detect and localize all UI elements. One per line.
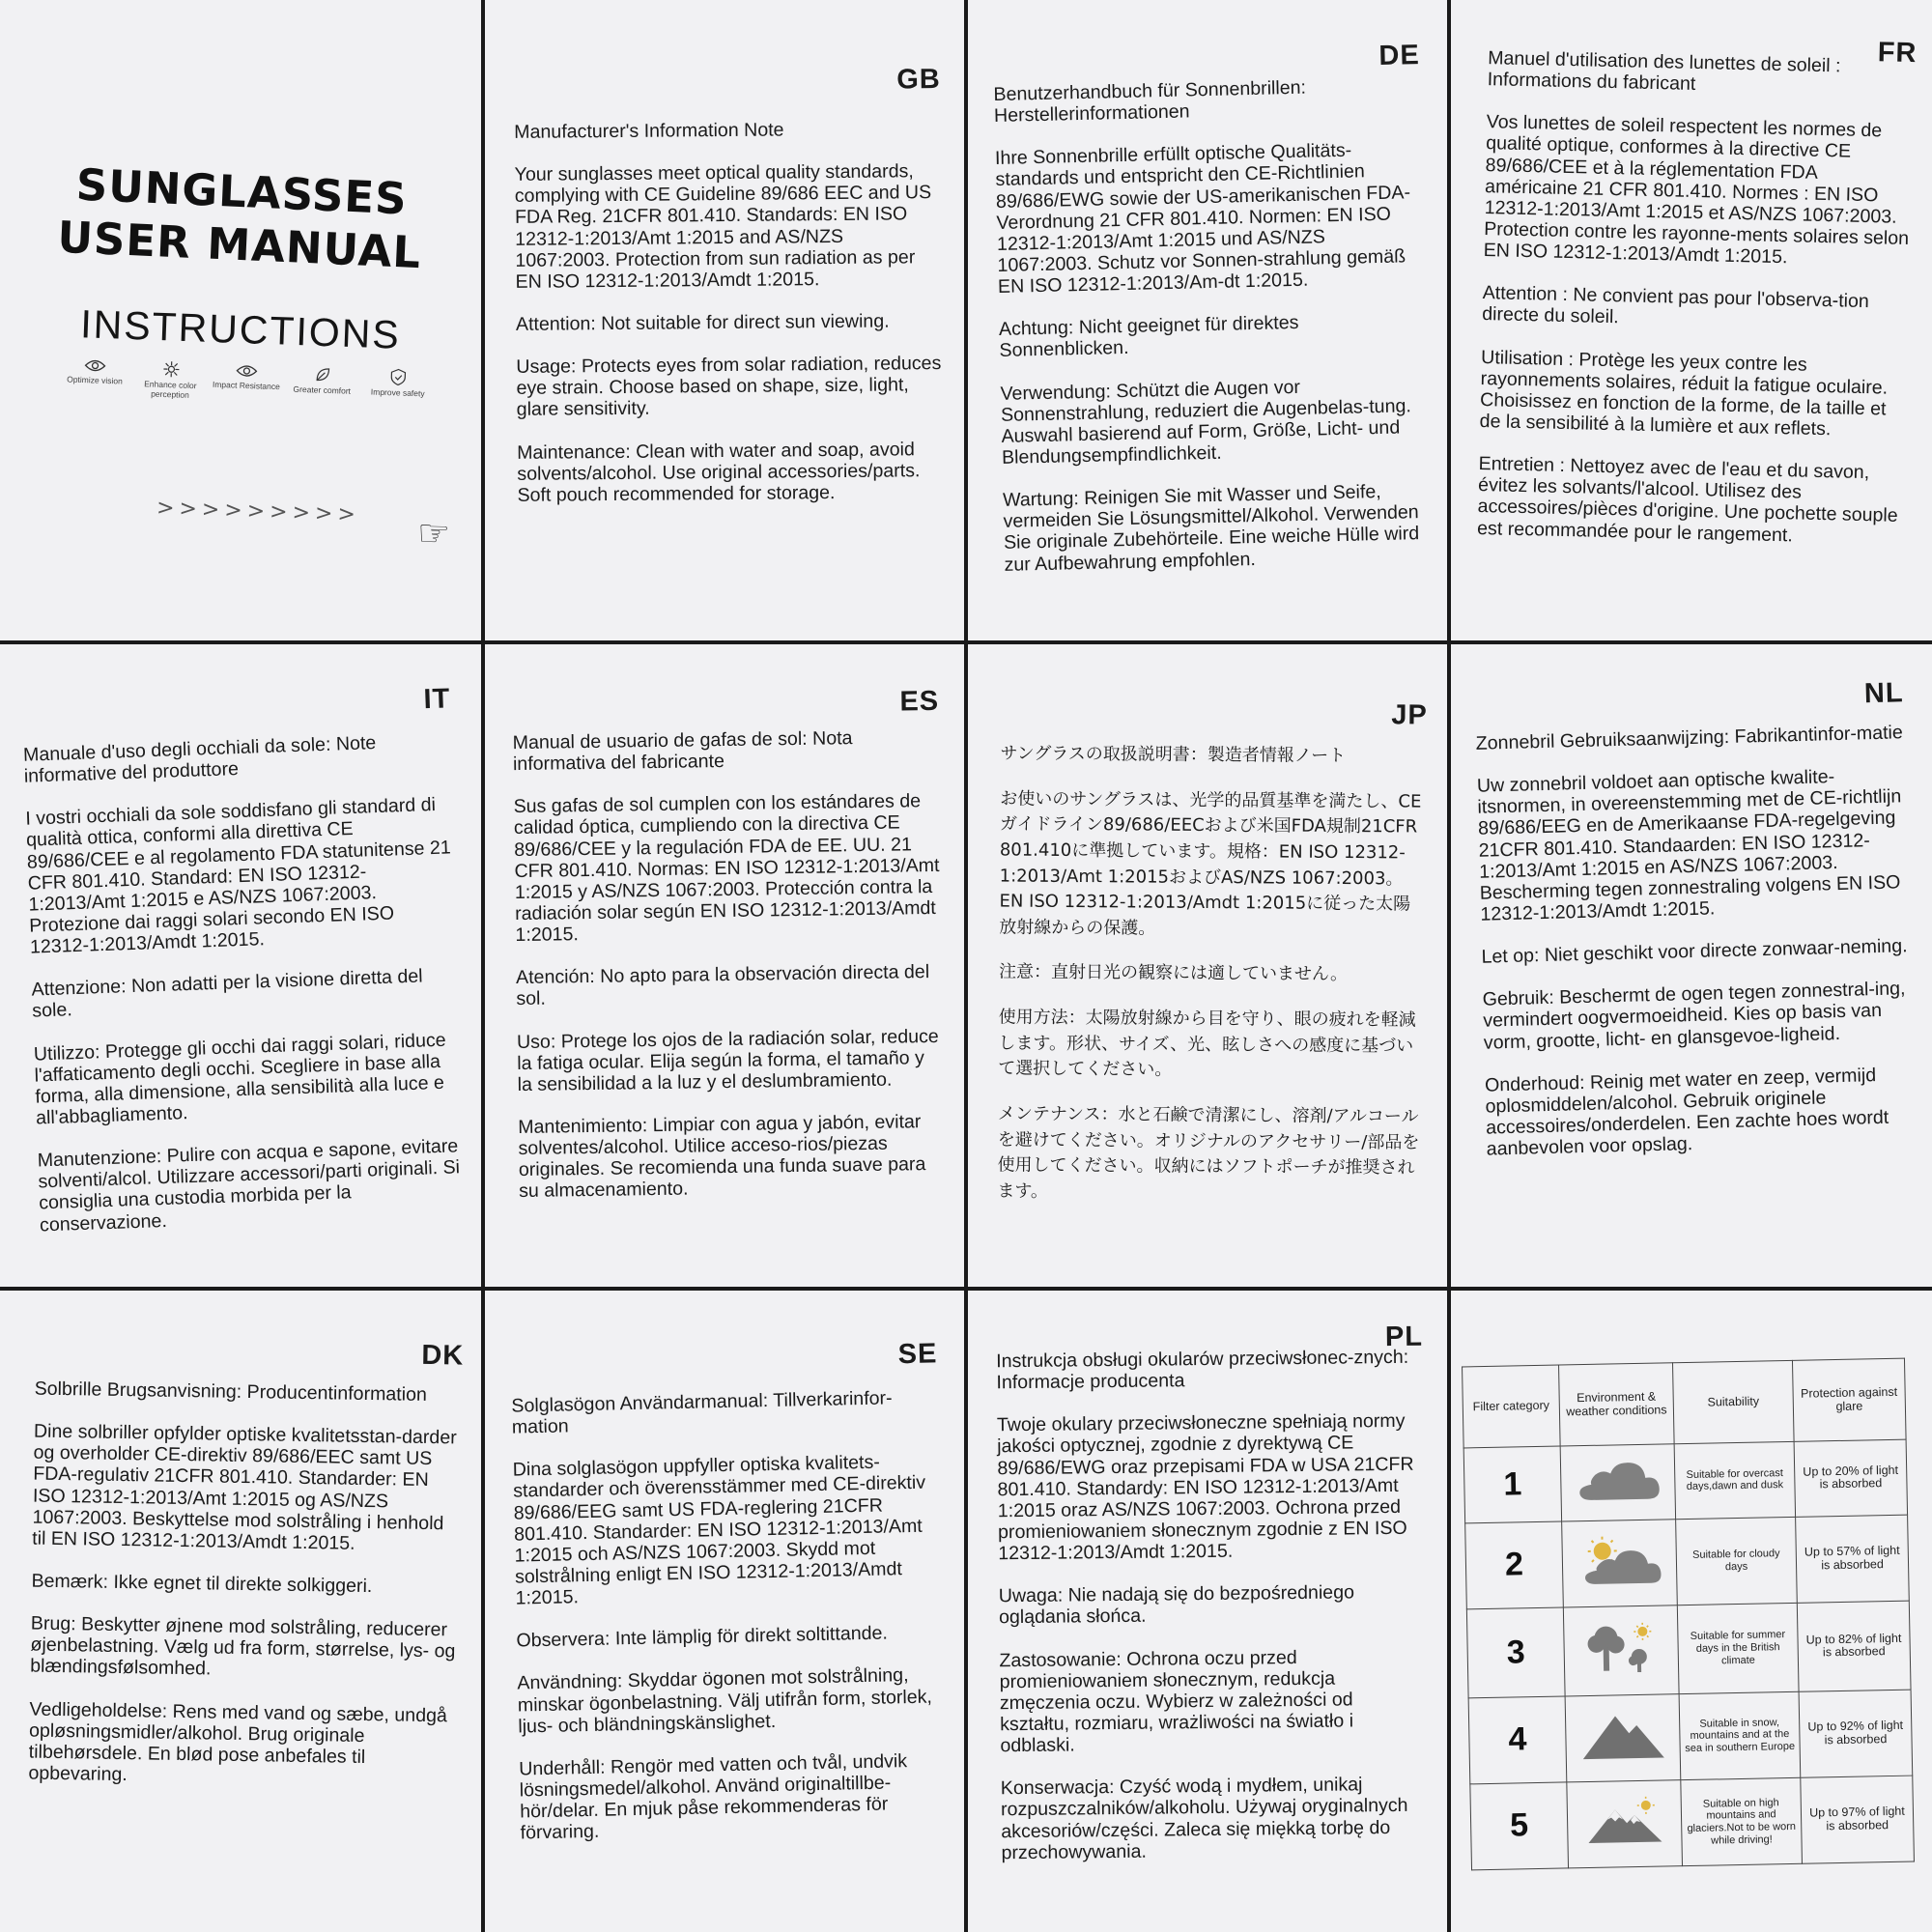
page-de <box>968 0 1447 640</box>
page-heading: Manuel d'utilisation des lunettes de soleil : Informations du fabricant <box>1487 47 1841 96</box>
page-body <box>23 729 469 1257</box>
protection-cell: Up to 82% of light is absorbed <box>1797 1601 1911 1691</box>
page-heading: Instrukcja obsługi okularów przeciwsłonec-znych: Informacje producenta <box>996 1346 1409 1394</box>
page-content <box>498 661 955 1280</box>
usage-paragraph: 使用方法：太陽放射線から目を守り、眼の疲れを軽減します。形状、サイズ、光、眩しさへの感度に基づいて選択してください。 <box>998 1007 1416 1080</box>
page-jp <box>968 644 1447 1287</box>
page-body <box>1476 47 1917 570</box>
feature-label: Greater comfort <box>293 384 352 396</box>
maintenance-paragraph: Underhåll: Rengör med vatten och tvål, undvik lösningsmedel/alkohol. Använd originaltillbe-hör/delar. En mjuk påse rekommenderas för förvaring. <box>519 1749 908 1844</box>
compliance-paragraph: Dina solglasögon uppfyller optiska kvalitets-standarder och överensstämmer med CE-direktiv 89/686/EEG samt US FDA-reglering 21CFR 801.410. Standarder: EN ISO 12312-1:2013/Amt 1:2015 och AS/NZS 1067:2003. Skydd mot solstrålning enligt EN ISO 12312-1:2013/Amdt 1:2015. <box>512 1451 926 1609</box>
page-heading: Solbrille Brugsanvisning: Producentinformation <box>34 1378 428 1406</box>
page-content <box>496 1305 956 1927</box>
cover-subtitle: INSTRUCTIONS <box>79 301 402 357</box>
feature-label: Impact Resistance <box>212 379 281 392</box>
language-code: SE <box>897 1338 938 1371</box>
page-content <box>982 1308 1437 1925</box>
usage-paragraph: Brug: Beskytter øjnene mod solstråling, reducerer øjenbelastning. Vælg ud fra form, størrelse, lys- og blændingsfølsomhed. <box>29 1612 456 1680</box>
page-content <box>983 662 1435 1278</box>
table-row <box>1466 1601 1911 1698</box>
filter-category-number: 1 <box>1463 1446 1561 1523</box>
attention-paragraph: Attention: Not suitable for direct sun viewing. <box>515 310 890 335</box>
feature-icon-row <box>59 356 433 409</box>
column-header-protection: Protection against glare <box>1792 1358 1906 1441</box>
page-content <box>13 1306 472 1925</box>
feature-optimize-vision <box>59 356 129 398</box>
compliance-paragraph: Vos lunettes de soleil respectent les normes de qualité optique, conformes à la directive CE 89/686/CEE et à la réglementation FDA américaine 21 CFR 801.410. Normes : EN ISO 12312-1:2013/Amt 1:2015 et AS/NZS 1067:2003. Protection contre les rayonne-ments solaires selon EN ISO 12312-1:2013/Amdt 1:2015. <box>1483 111 1910 269</box>
maintenance-paragraph: メンテナンス：水と石鹸で清潔にし、溶剤/アルコールを避けてください。オリジナルのアクセサリー/部品を使用してください。収納にはソフトポーチが推奨されます。 <box>997 1103 1420 1202</box>
page-body <box>511 1386 948 1865</box>
protection-cell: Up to 92% of light is absorbed <box>1799 1690 1913 1777</box>
page-content <box>1461 658 1926 1283</box>
mountain-icon <box>1577 1708 1667 1764</box>
language-code: DK <box>421 1339 465 1372</box>
page-heading: Manuale d'uso degli occhiali da sole: Note informative del produttore <box>22 732 377 787</box>
feature-label: Improve safety <box>370 386 425 399</box>
feature-label: Enhance color perception <box>144 379 197 400</box>
page-se <box>485 1291 964 1932</box>
feature-enhance-color <box>135 359 206 401</box>
cloud-icon <box>1573 1456 1662 1504</box>
usage-paragraph: Gebruik: Beschermt de ogen tegen zonnestral-ing, vermindert oogvermoeidheid. Kies op basis van vorm, grootte, licht- en glansgevoe-ligheid. <box>1482 978 1906 1054</box>
usage-paragraph: Utilisation : Protège les yeux contre les rayonnements solaires, réduit la fatigue oculaire. Choisissez en fonction de la forme, de la taille et de la sensibilité à la lumière et aux reflets. <box>1479 346 1889 440</box>
suitability-cell: Suitable for overcast days,dawn and dusk <box>1674 1441 1795 1519</box>
table-row <box>1470 1776 1915 1870</box>
filter-category-number: 3 <box>1466 1607 1565 1698</box>
maintenance-paragraph: Wartung: Reinigen Sie mit Wasser und Seife, vermeiden Sie Lösungsmittel/Alkohol. Verwenden Sie originale Zubehörteile. Eine weiche Hülle wird zur Aufbewahrung empfohlen. <box>1002 481 1420 576</box>
environment-cell <box>1560 1444 1675 1521</box>
protection-cell: Up to 97% of light is absorbed <box>1801 1776 1915 1863</box>
table-row <box>1465 1515 1910 1609</box>
feature-label: Optimize vision <box>67 374 123 386</box>
compliance-paragraph: Your sunglasses meet optical quality standards, complying with CE Guideline 89/686 EEC and US FDA Reg. 21CFR 801.410. Standards: EN ISO 12312-1:2013/Amt 1:2015 and AS/NZS 1067:2003. Protection from sun radiation as per EN ISO 12312-1:2013/Amdt 1:2015. <box>514 160 932 293</box>
page-heading: Manual de usuario de gafas de sol: Nota informativa del fabricante <box>512 727 853 776</box>
page-it <box>0 644 481 1287</box>
filter-category-number: 4 <box>1468 1696 1567 1784</box>
maintenance-paragraph: Konserwacja: Czyść wodą i mydłem, unikaj rozpuszczalników/alkoholu. Używaj oryginalnych akcesoriów/części. Zaleca się miękką torbę do przechowywania. <box>1000 1774 1408 1863</box>
page-content <box>7 656 478 1285</box>
compliance-paragraph: Dine solbriller opfylder optiske kvalitetsstan-darder og overholder CE-direktiv 89/686/EEC samt US FDA-regulativ 21CFR 801.410. Standarder: EN ISO 12312-1:2013/Amt 1:2015 og AS/NZS 1067:2003. Beskyttelse mod solstråling i henhold til EN ISO 12312-1:2013/Amdt 1:2015. <box>32 1420 457 1554</box>
feature-improve-safety <box>362 367 433 409</box>
environment-cell <box>1567 1780 1683 1868</box>
page-content <box>499 17 953 633</box>
protection-cell: Up to 20% of light is absorbed <box>1794 1439 1907 1517</box>
suitability-cell: Suitable for cloudy days <box>1676 1517 1798 1605</box>
compliance-paragraph: Uw zonnebril voldoet aan optische kwalite-itsnormen, in overeenstemming met de CE-richtlijn 89/686/EEG en de Amerikaanse FDA-regelgeving 21CFR 801.410. Standaarden: EN ISO 12312-1:2013/Amt 1:2015 en AS/NZS 1067:2003. Bescherming tegen zonnestraling volgens EN ISO 12312-1:2013/Amdt 1:2015. <box>1476 766 1902 925</box>
page-heading: サングラスの取扱説明書：製造者情報ノート <box>1000 743 1347 766</box>
protection-cell: Up to 57% of light is absorbed <box>1796 1515 1910 1603</box>
feature-greater-comfort <box>287 364 357 406</box>
cover-title-line2: USER MANUAL <box>56 211 423 279</box>
page-heading: Zonnebril Gebruiksaanwijzing: Fabrikantinfor-matie <box>1475 722 1904 754</box>
suitability-cell: Suitable for summer days in the British climate <box>1677 1603 1799 1693</box>
language-code: DE <box>1378 39 1421 71</box>
maintenance-paragraph: Mantenimiento: Limpiar con agua y jabón, evitar solventes/alcohol. Utilice acceso-rios/piezas originales. Se recomienda una funda suave para su almacenamiento. <box>518 1111 926 1203</box>
page-fr <box>1451 0 1932 640</box>
attention-paragraph: Uwaga: Nie nadają się do bezpośredniego oglądania słońca. <box>998 1581 1355 1629</box>
language-code: FR <box>1877 37 1918 70</box>
page-content <box>979 14 1440 636</box>
page-nl <box>1451 644 1932 1287</box>
maintenance-paragraph: Manutenzione: Pulire con acqua e sapone, evitare solventi/alcol. Utilizzare accessori/parti originali. Si consiglia una custodia morbida per la conservazione. <box>37 1135 461 1236</box>
page-body <box>514 118 945 527</box>
usage-paragraph: Verwendung: Schützt die Augen vor Sonnenstrahlung, reduziert die Augenbelas-tung. Auswahl basierend auf Form, Größe, Licht- und Blendungsempfindlichkeit. <box>1000 376 1412 469</box>
language-code: PL <box>1384 1321 1424 1353</box>
trees-sun-icon <box>1577 1619 1666 1677</box>
page-dk <box>0 1291 481 1932</box>
eye-icon <box>236 363 258 380</box>
environment-cell <box>1562 1519 1678 1606</box>
attention-paragraph: Bemærk: Ikke egnet til direkte solkiggeri. <box>31 1570 373 1598</box>
page-body <box>513 726 947 1224</box>
maintenance-paragraph: Maintenance: Clean with water and soap, avoid solvents/alcohol. Use original accessories/parts. Soft pouch recommended for storage. <box>517 438 921 506</box>
page-es <box>485 644 964 1287</box>
compliance-paragraph: I vostri occhiali da sole soddisfano gli standard di qualità ottica, conformi alla direttiva CE 89/686/CEE e al regolamento FDA statunitense 21 CFR 801.410. Standard: EN ISO 12312-1:2013/Amt 1:2015 e AS/NZS 1067:2003. Protezione dai raggi solari secondo EN ISO 12312-1:2013/Amdt 1:2015. <box>25 794 452 958</box>
page-body <box>996 1347 1429 1885</box>
cover-title-line1: SUNGLASSES <box>74 158 409 225</box>
page-pl <box>968 1291 1447 1932</box>
attention-paragraph: Let op: Niet geschikt voor directe zonwaar-neming. <box>1481 935 1908 968</box>
table-header-row <box>1463 1358 1907 1448</box>
page-heading: Benutzerhandbuch für Sonnenbrillen: Herstellerinformationen <box>993 76 1307 128</box>
column-header-environment: Environment & weather conditions <box>1559 1363 1675 1446</box>
pointing-hand-icon: ☞ <box>416 511 451 555</box>
leaf-icon <box>314 365 332 384</box>
usage-paragraph: Usage: Protects eyes from solar radiation, reduces eye strain. Choose based on shape, size, light, glare sensitivity. <box>516 353 942 421</box>
attention-paragraph: Atención: No apto para la observación directa del sol. <box>515 961 930 1010</box>
feature-impact-resistance <box>211 362 281 404</box>
filter-category-number: 5 <box>1470 1782 1569 1870</box>
maintenance-paragraph: Entretien : Nettoyez avec de l'eau et du savon, évitez les solvants/l'alcool. Utilisez des accessoires/pièces d'origine. Une pochette souple est recommandée pour le rangement. <box>1476 453 1898 546</box>
snow-mountain-sun-icon <box>1579 1794 1669 1850</box>
language-code: ES <box>899 685 940 718</box>
environment-cell <box>1565 1693 1681 1781</box>
page-body <box>1475 722 1916 1181</box>
table-row <box>1468 1690 1913 1784</box>
suitability-cell: Suitable in snow, mountains and at the sea in southern Europe <box>1679 1691 1801 1779</box>
column-header-suitability: Suitability <box>1673 1360 1795 1443</box>
cover-page <box>0 0 481 640</box>
column-header-filter-category: Filter category <box>1463 1365 1561 1448</box>
compliance-paragraph: Sus gafas de sol cumplen con los estándares de calidad óptica, cumpliendo con la directiva CE 89/686/CEE y la regulación FDA de EE. UU. 21 CFR 801.410. Normas: EN ISO 12312-1:2013/Amt 1:2015 y AS/NZS 1067:2003. Protección contra la radiación solar según EN ISO 12312-1:2013/Amdt 1:2015. <box>513 790 940 947</box>
eye-icon <box>84 357 106 374</box>
maintenance-paragraph: Vedligeholdelse: Rens med vand og sæbe, undgå opløsningsmidler/alkohol. Brug originale tilbehørsdele. En blød pose anbefales til opbevaring. <box>28 1698 448 1786</box>
attention-paragraph: Observera: Inte lämplig för direkt soltittande. <box>516 1622 889 1652</box>
attention-paragraph: Achtung: Nicht geeignet für direktes Sonnenblicken. <box>998 312 1299 362</box>
environment-cell <box>1563 1605 1679 1695</box>
filter-category-number: 2 <box>1465 1521 1564 1609</box>
usage-paragraph: Zastosowanie: Ochrona oczu przed promieniowaniem słonecznym, redukcja zmęczenia oczu. Wybierz w zależności od kształtu, rozmiaru, wrażliwości na światło i odblaski. <box>999 1646 1354 1757</box>
color-burst-icon <box>162 360 181 379</box>
page-gb <box>485 0 964 640</box>
maintenance-paragraph: Onderhoud: Reinig met water en zeep, vermijd oplosmiddelen/alcohol. Gebruik originele accessoires/onderdelen. Een zachte hoes wordt aanbevolen voor opslag. <box>1484 1064 1889 1160</box>
page-heading: Manufacturer's Information Note <box>514 119 784 143</box>
table-row <box>1463 1439 1907 1522</box>
usage-paragraph: Användning: Skyddar ögonen mot solstrålning, minskar ögonbelastning. Välj utifrån form, storlek, ljus- och bländningskänslighet. <box>517 1664 933 1738</box>
language-code: JP <box>1391 699 1428 731</box>
attention-paragraph: Attention : Ne convient pas pour l'observa-tion directe du soleil. <box>1481 282 1870 328</box>
suitability-cell: Suitable on high mountains and glaciers.Not to be worn while driving! <box>1681 1777 1803 1865</box>
language-code: GB <box>896 64 941 96</box>
shield-check-icon <box>389 368 408 386</box>
arrow-decoration: >>>>>>>>> <box>156 496 361 527</box>
compliance-paragraph: Twoje okulary przeciwsłoneczne spełniają normy jakości optycznej, zgodnie z dyrektywą CE 89/686/EWG oraz przepisami FDA w USA 21CFR 801.410. Standardy: EN ISO 12312-1:2013/Amt 1:2015 oraz AS/NZS 1067:2003. Ochrona przed promieniowaniem słonecznym zgodnie z EN ISO 12312-1:2013/Amdt 1:2015. <box>996 1410 1414 1565</box>
page-heading: Solglasögon Användarmanual: Tillverkarinfor-mation <box>511 1387 893 1438</box>
language-code: IT <box>422 683 451 716</box>
filter-category-table <box>1462 1358 1915 1871</box>
compliance-paragraph: お使いのサングラスは、光学的品質基準を満たし、CEガイドライン89/686/EECおよび米国FDA規制21CFR 801.410に準拠しています。規格：EN ISO 12312-1:2013/Amt 1:2015およびAS/NZS 1067:2003。EN ISO 12312-1:2013/Amdt 1:2015に従った太陽放射線からの保護。 <box>999 788 1422 939</box>
cover-title <box>0 156 481 282</box>
page-content <box>1462 14 1925 636</box>
compliance-paragraph: Ihre Sonnenbrille erfüllt optische Qualitäts-standards und entspricht den CE-Richtlinien 89/686/EWG sowie der US-amerikanischen FDA-Verordnung 21 CFR 801.410. Normen: EN ISO 12312-1:2013/Amt 1:2015 und AS/NZS 1067:2003. Schutz vor Sonnen-strahlung gemäß EN ISO 12312-1:2013/Am-dt 1:2015. <box>994 139 1411 298</box>
attention-paragraph: Attenzione: Non adatti per la visione diretta del sole. <box>31 965 423 1023</box>
page-body <box>993 74 1432 597</box>
language-code: NL <box>1863 677 1904 710</box>
attention-paragraph: 注意：直射日光の観察には適していません。 <box>998 961 1349 985</box>
page-body <box>28 1378 464 1812</box>
usage-paragraph: Uso: Protege los ojos de la radiación solar, reduce la fatiga ocular. Elija según la forma, el tamaño y la sensibilidad a la luz y el deslumbramiento. <box>516 1025 939 1095</box>
usage-paragraph: Utilizzo: Protegge gli occhi dai raggi solari, riduce l'affaticamento degli occhi. Scegliere in base alla forma, alla dimensione, alla sensibilità alla luce e all'abbagliamento. <box>33 1029 446 1129</box>
sun-cloud-icon <box>1575 1533 1664 1589</box>
page-body <box>997 741 1427 1226</box>
